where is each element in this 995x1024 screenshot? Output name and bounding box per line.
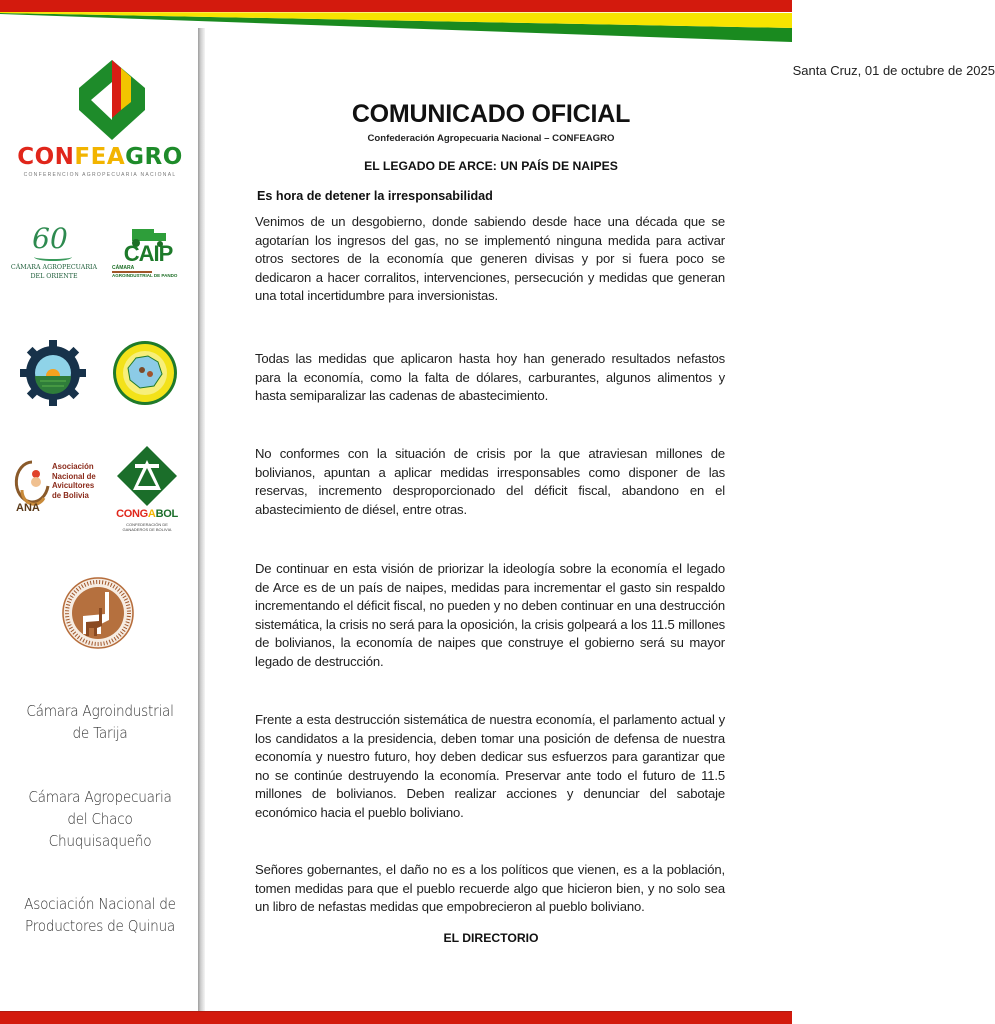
paragraph-3: No conformes con la situación de crisis por la que atraviesan millones de bolivianos, apuntan a aplicar medidas irresponsables como disponer de las reservas, incremento desproporcionado del déficit fiscal, abandono en el abastecimiento de diésel, entre otras. — [255, 446, 725, 517]
alpaca-seal-icon — [61, 576, 135, 650]
sidebar-logos — [0, 0, 200, 1012]
org-camara-agroindustrial-tarija: Cámara Agroindustrial de Tarija — [26, 702, 174, 742]
ana-mark: ANA — [16, 502, 40, 514]
org-asociacion-productores-quinua: Asociación Nacional de Productores de Quinua — [24, 895, 176, 935]
flag-footer-band — [0, 1012, 792, 1024]
headline: EL LEGADO DE ARCE: UN PAÍS DE NAIPES — [364, 159, 618, 173]
signature: EL DIRECTORIO — [443, 931, 539, 945]
cao-line1: CÁMARA AGROPECUARIA — [10, 264, 98, 271]
confeagro-logo — [14, 58, 186, 183]
section-heading: Es hora de detener la irresponsabilidad — [257, 189, 493, 203]
logo-congabol — [112, 446, 182, 536]
page-title: COMUNICADO OFICIAL — [351, 100, 631, 128]
logo-asociacion-nacional-avicultores — [12, 458, 102, 518]
confeagro-tagline: CONFERENCION AGROPECUARIA NACIONAL — [23, 172, 177, 178]
congabol-line2: GANADEROS DE BOLIVIA — [122, 527, 172, 532]
gear-sunrise-icon — [20, 340, 86, 406]
paragraph-1: Venimos de un desgobierno, donde sabiendo desde hace una década que se agotarían los ingresos del gas, no se implementó ninguna medida para activar otros sectores de la economía que generen divisas y por si fuera poco se dedicaron a hacer corralitos, intervenciones, persecución y medidas que generan una total incertidumbre para inversionistas. — [255, 214, 725, 303]
paragraph-4: De continuar en esta visión de priorizar la ideología sobre la economía el legado de Arce es de un país de naipes, medidas para incrementar el gasto sin respaldo incrementando el déficit fiscal, no pueden y no deben continuar en una destrucción sistemática, la crisis no será para la oposición, la crisis golpeará a los 11.5 millones de bolivianos, la economía de naipes que construye el gobierno será su mayor legado de destrucción. — [255, 561, 725, 669]
caip-line1: CÁMARA — [112, 265, 152, 273]
congabol-wordmark: CONGABOL — [116, 508, 178, 520]
sidebar-divider — [198, 28, 205, 1012]
logo-camara-agropecuaria-oriente — [8, 222, 100, 284]
date-line: Santa Cruz, 01 de octubre de 2025 — [792, 63, 995, 78]
cao-wave-icon — [34, 253, 72, 261]
org-camara-agropecuaria-chaco: Cámara Agropecuaria del Chaco Chuquisaqueño — [28, 788, 172, 850]
logo-camara-agropecuaria-beni — [20, 340, 86, 406]
caip-line2: AGROINDUSTRIAL DE PANDO — [112, 273, 178, 278]
logo-asociacion-camelidos — [61, 576, 135, 650]
confeagro-house-icon — [77, 58, 147, 143]
congabol-diamond-icon — [117, 446, 177, 506]
paragraph-6: Señores gobernantes, el daño no es a los políticos que vienen, es a la población, tomen medidas para que el pueblo recuerde algo que hicieron bien, y no solo sea un libro de nefastas medidas que empobrecieron al pueblo boliviano. — [255, 862, 725, 914]
paragraph-5: Frente a esta destrucción sistemática de nuestra economía, el parlamento actual y los candidatos a la presidencia, deben tomar una posición de defensa de nuestra economía y nuestro futuro, hoy deben dedicar sus esfuerzos para garantizar que no se continúe destruyendo la economía. Preservar ante todo el futuro de 11.5 millones de bolivianos. Deben realizar acciones y denunciar del sabotaje económico hacia el pueblo boliviano. — [255, 712, 725, 820]
cao-mark: 60 — [32, 222, 68, 255]
logo-camara-agropecuaria-cochabamba — [112, 340, 178, 406]
paragraph-2: Todas las medidas que aplicaron hasta hoy han generado resultados nefastos para la economía, como la falta de dólares, carburantes, algunos alimentos y hasta semiparalizar las cadenas de abastecimiento. — [255, 351, 725, 403]
caip-mark: CAIP — [123, 241, 173, 266]
congabol-line1: CONFEDERACIÓN DE — [126, 522, 168, 527]
logo-caip-pando — [108, 225, 183, 280]
ana-text: Asociación Nacional de Avicultores de Bolivia — [52, 462, 96, 500]
cochabamba-map-seal-icon — [112, 340, 178, 406]
cao-line2: DEL ORIENTE — [30, 273, 78, 280]
confeagro-wordmark: CONFEAGRO — [17, 144, 183, 170]
page-subtitle: Confederación Agropecuaria Nacional – CONFEAGRO — [367, 133, 615, 144]
